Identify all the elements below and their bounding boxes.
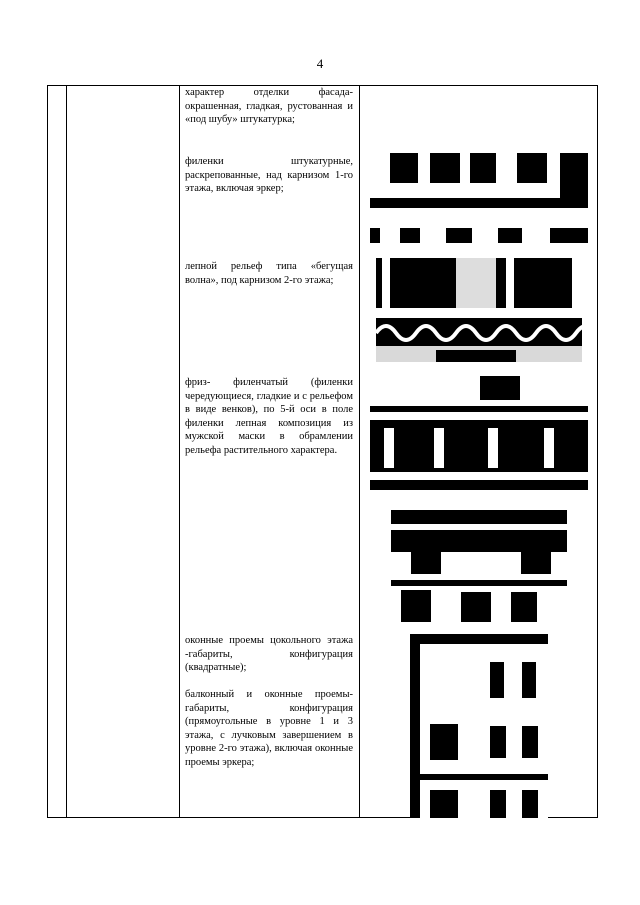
wave-relief-photo	[376, 258, 582, 362]
column-divider	[66, 86, 67, 817]
mask-composition-photo	[391, 500, 567, 622]
basement-windows-text: оконные проемы цокольного этажа -габариты, конфигурация (квадратные);	[185, 635, 353, 673]
windows-facade-photo	[410, 634, 548, 818]
column-divider	[179, 86, 180, 817]
plaster-panels-text: филенки штукатурные, раскрепованные, над карнизом 1-го этажа, включая эркер;	[185, 156, 353, 194]
frieze-photo	[370, 376, 588, 490]
balcony-windows-text: балконный и оконные проемы- габариты, конфигурация (прямоугольные в уровне 1 и 3 этажа, с лучковым завершением в уровне 2-го этажа), включая оконные проемы эркера;	[185, 689, 353, 768]
frieze-text: фриз- филенчатый (филенки чередующиеся, гладкие и с рельефом в виде венков), по 5-й оси в поле филенки лепная композиция из мужской маски в обрамлении рельефа растительного характера.	[185, 377, 353, 456]
running-wave-relief-text: лепной рельеф типа «бегущая волна», под карнизом 2-го этажа;	[185, 261, 353, 286]
facade-panels-photo	[370, 153, 588, 243]
column-divider	[359, 86, 360, 817]
facade-finish-text: характер отделки фасада- окрашенная, гладкая, рустованная и «под шубу» штукатурка;	[185, 87, 353, 125]
page-number: 4	[316, 56, 324, 71]
